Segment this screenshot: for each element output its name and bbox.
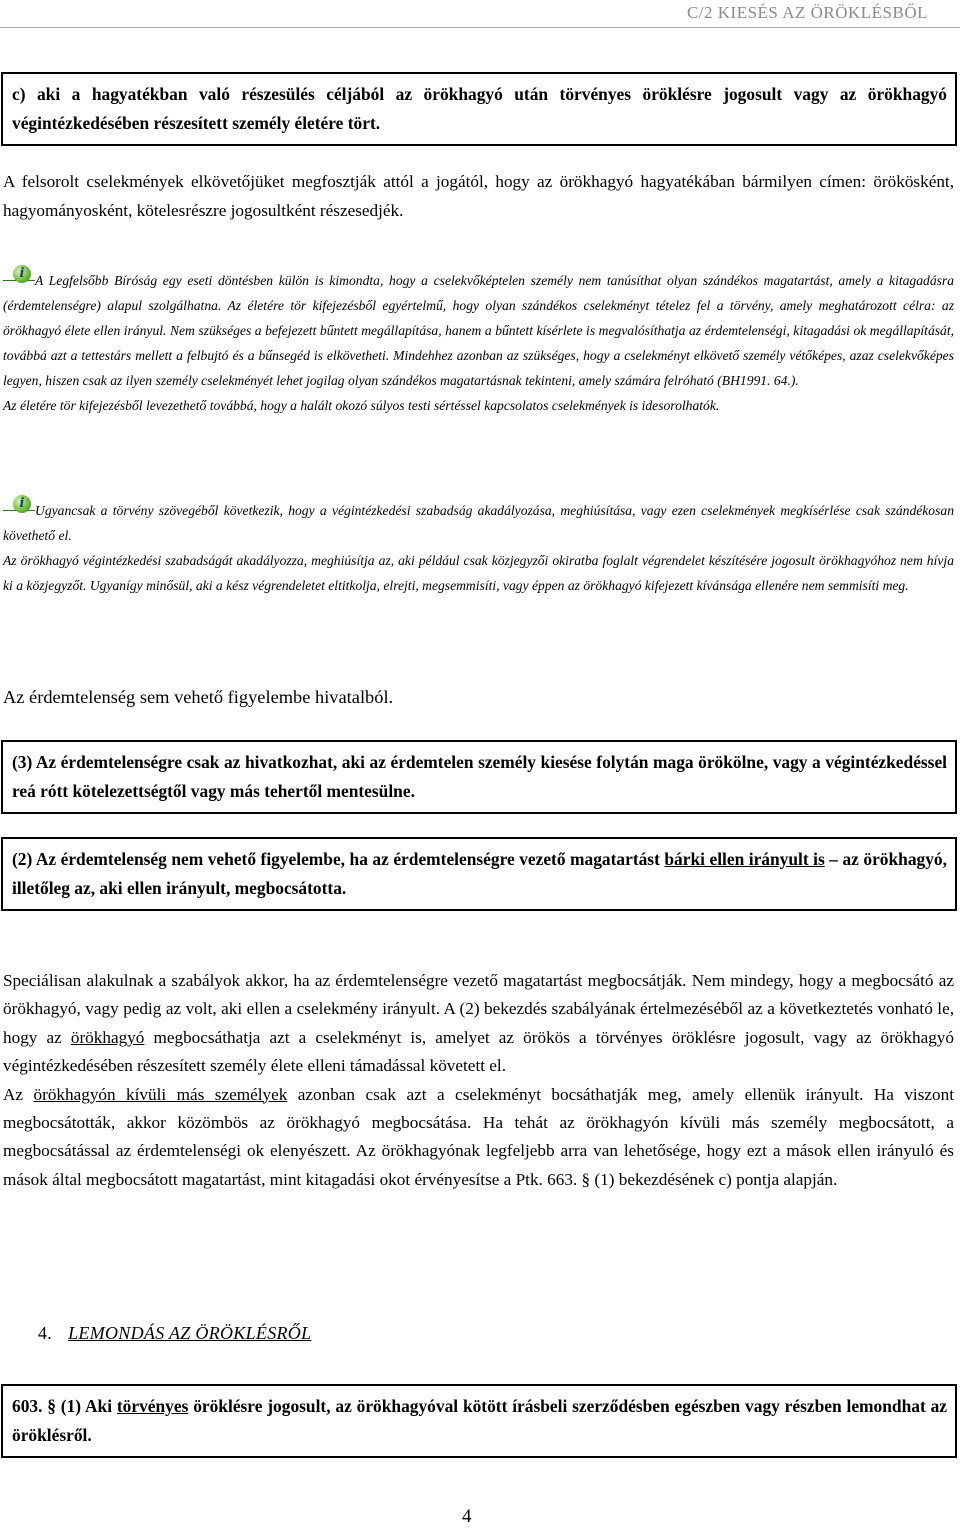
law-box-c-text: c) aki a hagyatékban való részesülés céljából az örökhagyó után törvényes öröklésre jogosult vagy az örökhagyó végintézkedésében részesített személy életére tört. [12,84,947,133]
paragraph-consequence: A felsorolt cselekmények elkövetőjüket megfosztják attól a jogától, hogy az örökhagyó hagyatékában bármilyen címen: örökösként, hagyományosként, kötelesrészre jogosultként részesedjék. [3,172,954,220]
info-note-2-line-2: Az örökhagyó végintézkedési szabadságát akadályozza, meghiúsítja az, aki például csak közjegyzői okiratba foglalt végrendelet készítésére jogosult örökhagyóhoz nem hívja ki a közjegyzőt. Ugyanígy minősül, aki a kész végrendeletet eltitkolja, elrejti, megsemmisíti, vagy éppen az örökhagyó kifejezett kívánsága ellenére nem semmisíti meg. [3,553,954,593]
page-header [0,0,960,28]
section-heading [38,1323,311,1344]
page-number: 4 [462,1506,472,1527]
info-note-1-line-2: Az életére tör kifejezésből levezethető továbbá, hogy a halált okozó súlyos testi sértéssel kapcsolatos cselekmények is idesorolhatók. [3,398,720,413]
info-icon: i [3,271,35,287]
header-rule [0,27,960,28]
underlined-phrase: törvényes [116,1396,189,1416]
section-number: 4. [38,1323,53,1343]
info-note-1-line-1: i A Legfelsőbb Bíróság egy eseti döntésben külön is kimondta, hogy a cselekvőképtelen személy nem tanúsíthat olyan szándékos magatartást, amely a kitagadásra (érdemtelenségre) alapul szolgálhatna. Az életére tör kifejezésből egyértelmű, hogy olyan szándékos cselekményt tételez fel a törvény, amely meghatározott célra: az örökhagyó élete ellen irányul. Nem szükséges a befejezett bűntett megállapítása, hanem a bűntett kísérlete is megvalósíthatja az érdemtelenségi, kitagadási ok megállapítását, továbbá azt a tettestárs mellett a felbujtó és a bűnsegéd is elkövetheti. Mindehhez azonban az szükséges, hogy a cselekményt elkövető személy vétőképes, azaz cselekvőképes legyen, hiszen csak az ilyen személy cselekményét lehet jogilag olyan szándékos magatartásnak tekinteni, amely számára felróható (BH1991. 64.). [3,266,954,388]
underlined-phrase: örökhagyó [70,1027,145,1047]
law-box-2: (2) Az érdemtelenség nem vehető figyelembe, ha az érdemtelenségre vezető magatartást bárki ellen irányult is – az örökhagyó, illetőleg az, aki ellen irányult, megbocsátotta. [1,837,957,911]
underlined-phrase: bárki ellen irányult is [664,849,825,869]
info-note-2-line-1: i Ugyancsak a törvény szövegéből következik, hogy a végintézkedési szabadság akadályozása, meghiúsítása, vagy ezen cselekmények megkísérlése csak szándékosan követhető el. [3,496,954,543]
paragraph-forgiveness: Speciálisan alakulnak a szabályok akkor, ha az érdemtelenségre vezető magatartást megbocsátják. Nem mindegy, hogy a megbocsátó az örökhagyó, vagy pedig az volt, aki ellen a cselekmény irányult. A (2) bekezdés szabályának értelmezéséből az a következtetés vonható le, hogy az örökhagyó megbocsáthatja azt a cselekményt is, amelyet az örökös a törvényes öröklésre jogosult, vagy az örökhagyó végintézkedésében részesített személy élete elleni támadással követett el. Az örökhagyón kívüli más személyek azonban csak azt a cselekményt bocsáthatják meg, amely ellenük irányult. Ha viszont megbocsátották, akkor közömbös az örökhagyó megbocsátása. Ha tehát az örökhagyón kívüli más személy megbocsátott, a megbocsátással az érdemtelenségi ok elenyészett. Az örökhagyónak legfeljebb arra van lehetősége, hogy ezt a mások ellen irányuló és mások által megbocsátott magatartást, mint kitagadási okot érvényesítse a Ptk. 663. § (1) bekezdésének c) pontja alapján. [3,971,954,1189]
info-icon: i [3,501,35,517]
info-note-2 [3,498,954,598]
header-title: C/2 KIESÉS AZ ÖRÖKLÉSBŐL [686,3,928,22]
info-note-1 [3,268,954,418]
section-title: LEMONDÁS AZ ÖRÖKLÉSRŐL [68,1323,312,1343]
underlined-phrase: örökhagyón kívüli más személyek [33,1084,288,1104]
paragraph-not-ex-officio: Az érdemtelenség sem vehető figyelembe hivatalból. [3,687,394,707]
law-box-c [1,72,957,146]
law-box-3-text: (3) Az érdemtelenségre csak az hivatkozhat, aki az érdemtelen személy kiesése folytán maga örökölne, vagy a végintézkedéssel reá rótt kötelezettségtől vagy más tehertől mentesülne. [12,752,947,801]
law-box-3 [1,740,957,814]
law-box-603: 603. § (1) Aki törvényes öröklésre jogosult, az örökhagyóval kötött írásbeli szerződésben egészben vagy részben lemondhat az öröklésről. [1,1384,957,1458]
